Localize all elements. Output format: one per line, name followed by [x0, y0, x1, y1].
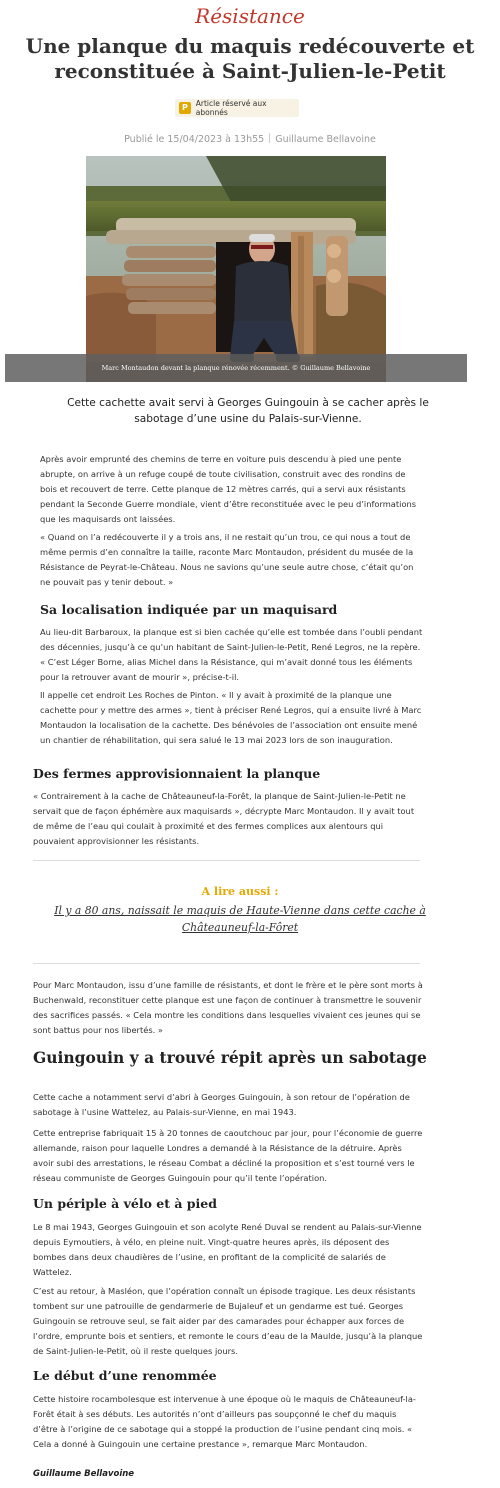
- article-meta: [0, 133, 500, 145]
- paragraph-8: Cette entreprise fabriquait 15 à 20 tonnes de caoutchouc par jour, pour l’économie de guerre allemande, raison pour laquelle Londres a demandé à la Résistance de la détruire. Après avoir subi des arrestations, le réseau Combat a décliné la proposition et s’est tourné vers le réseau communiste de Georges Guingouin pour qu’il tente l’opération.: [33, 1128, 423, 1183]
- paragraph-2: « Quand on l’a redécouverte il y a trois ans, il ne restait qu’un trou, ce qui nous a tout de même permis d’en connaître la taille, raconte Marc Montaudon, président du musée de la Résistance de Peyrat-le-Château. Nous ne savions qu’une seule autre chose, c’était qu’on ne pouvait pas y tenir debout. »: [40, 532, 414, 587]
- article-kicker: Résistance: [195, 4, 305, 28]
- section-heading-localisation: Sa localisation indiquée par un maquisard: [40, 602, 338, 617]
- author-link[interactable]: Guillaume Bellavoine: [275, 134, 376, 145]
- paragraph-6: Pour Marc Montaudon, issu d’une famille de résistants, et dont le frère et le père sont morts à Buchenwald, reconstituer cette planque est une façon de continuer à transmettre le souvenir des sacrifices passés. « Cela montre les conditions dans lesquelles vivaient ces jeunes qui se sont battus pour nos libertés. »: [33, 980, 423, 1035]
- section-heading-renommee: Le début d’une renommée: [33, 1368, 217, 1383]
- article-title: Une planque du maquis redécouverte et reconstituée à Saint-Julien-le-Petit: [25, 34, 475, 83]
- photo-caption: Marc Montaudon devant la planque rénovée récemment. © Guillaume Bellavoine: [101, 364, 371, 372]
- paragraph-4: Il appelle cet endroit Les Roches de Pinton. « Il y avait à proximité de la planque une cachette pour y mettre des armes », tient à préciser René Legros, qui a ensuite livré à Marc Montaudon la localisation de la cachette. Des bénévoles de l’association ont ensuite mené un chantier de réhabilitation, qui sera salué le 13 mai 2023 lors de son inauguration.: [40, 690, 422, 745]
- paragraph-3: Au lieu-dit Barbaroux, la planque est si bien cachée qu’elle est tombée dans l’oubli pendant des décennies, jusqu’à ce qu’un habitant de Saint-Julien-le-Petit, René Legros, ne la repère. « C’est Léger Borne, alias Michel dans la Résistance, qui m’avait donné tous les éléments pour la retrouver avant de mourir », précise-t-il.: [40, 627, 423, 682]
- paragraph-9: Le 8 mai 1943, Georges Guingouin et son acolyte René Duval se rendent au Palais-sur-Vienne depuis Eymoutiers, à vélo, en pleine nuit. Vingt-quatre heures après, ils déposent des bombes dans deux chaudières de l’usine, en profitant de la complicité de salariés de Wattelez.: [33, 1222, 422, 1277]
- divider-bottom: [33, 963, 420, 964]
- author-signature: Guillaume Bellavoine: [33, 1469, 135, 1479]
- subscriber-badge: [175, 99, 299, 117]
- article-photo: [86, 156, 386, 382]
- read-also-link[interactable]: Il y a 80 ans, naissait le maquis de Haute-Vienne dans cette cache à Châteauneuf-la-Fôret: [54, 904, 426, 934]
- paragraph-10: C’est au retour, à Masléon, que l’opération connaît un épisode tragique. Les deux résistants tombent sur une patrouille de gendarmerie de Bujaleuf et un gendarme est tué. Georges Guingouin se retrouve seul, se fait aider par des camarades pour échapper aux forces de l’ordre, emprunte bois et sentiers, et remonte le cours d’eau de la Maulde, jusqu’à la planque de Saint-Julien-le-Petit, où il reste quelques jours.: [33, 1286, 423, 1356]
- article-lead: Cette cachette avait servi à Georges Guingouin à se cacher après le sabotage d’une usine du Palais-sur-Vienne.: [67, 397, 429, 425]
- divider-top: [33, 860, 420, 861]
- section-heading-guingouin: Guingouin y a trouvé répit après un sabotage: [33, 1048, 427, 1067]
- meta-separator: [269, 133, 270, 143]
- paragraph-7: Cette cache a notamment servi d’abri à Georges Guingouin, à son retour de l’opération de sabotage à l’usine Wattelez, au Palais-sur-Vienne, en mai 1943.: [33, 1092, 410, 1117]
- paragraph-1: Après avoir emprunté des chemins de terre en voiture puis descendu à pied une pente abrupte, on arrive à un refuge coupé de toute civilisation, construit avec des rondins de bois et recouvert de terre. Cette planque de 12 mètres carrés, qui a servi aux résistants pendant la Seconde Guerre mondiale, vient d’être reconstituée avec le peu d’informations que les maquisards ont laissées.: [40, 454, 417, 524]
- read-also-label: A lire aussi :: [201, 885, 279, 898]
- paragraph-5: « Contrairement à la cache de Châteauneuf-la-Forêt, la planque de Saint-Julien-le-Petit ne servait que de façon éphémère aux maquisards », décrypte Marc Montaudon. Il y avait tout de même de l’eau qui coulait à proximité et des fermes complices aux alentours qui pouvaient approvisionner les résistants.: [33, 791, 415, 846]
- paragraph-11: Cette histoire rocambolesque est intervenue à une époque où le maquis de Châteauneuf-la-Forêt était à ses débuts. Les autorités n’ont d’ailleurs pas soupçonné le chef du maquis d’être à l’origine de ce sabotage qui a stoppé la production de l’usine pendant cinq mois. « Cela a donné à Guingouin une certaine prestance », remarque Marc Montaudon.: [33, 1394, 416, 1449]
- photo-scene: [86, 156, 386, 382]
- publish-date: Publié le 15/04/2023 à 13h55: [124, 134, 265, 145]
- section-heading-periple: Un périple à vélo et à pied: [33, 1196, 217, 1211]
- section-heading-fermes: Des fermes approvisionnaient la planque: [33, 766, 321, 781]
- premium-icon: P: [179, 102, 191, 114]
- subscriber-badge-label: Article réservé aux abonnés: [195, 99, 267, 117]
